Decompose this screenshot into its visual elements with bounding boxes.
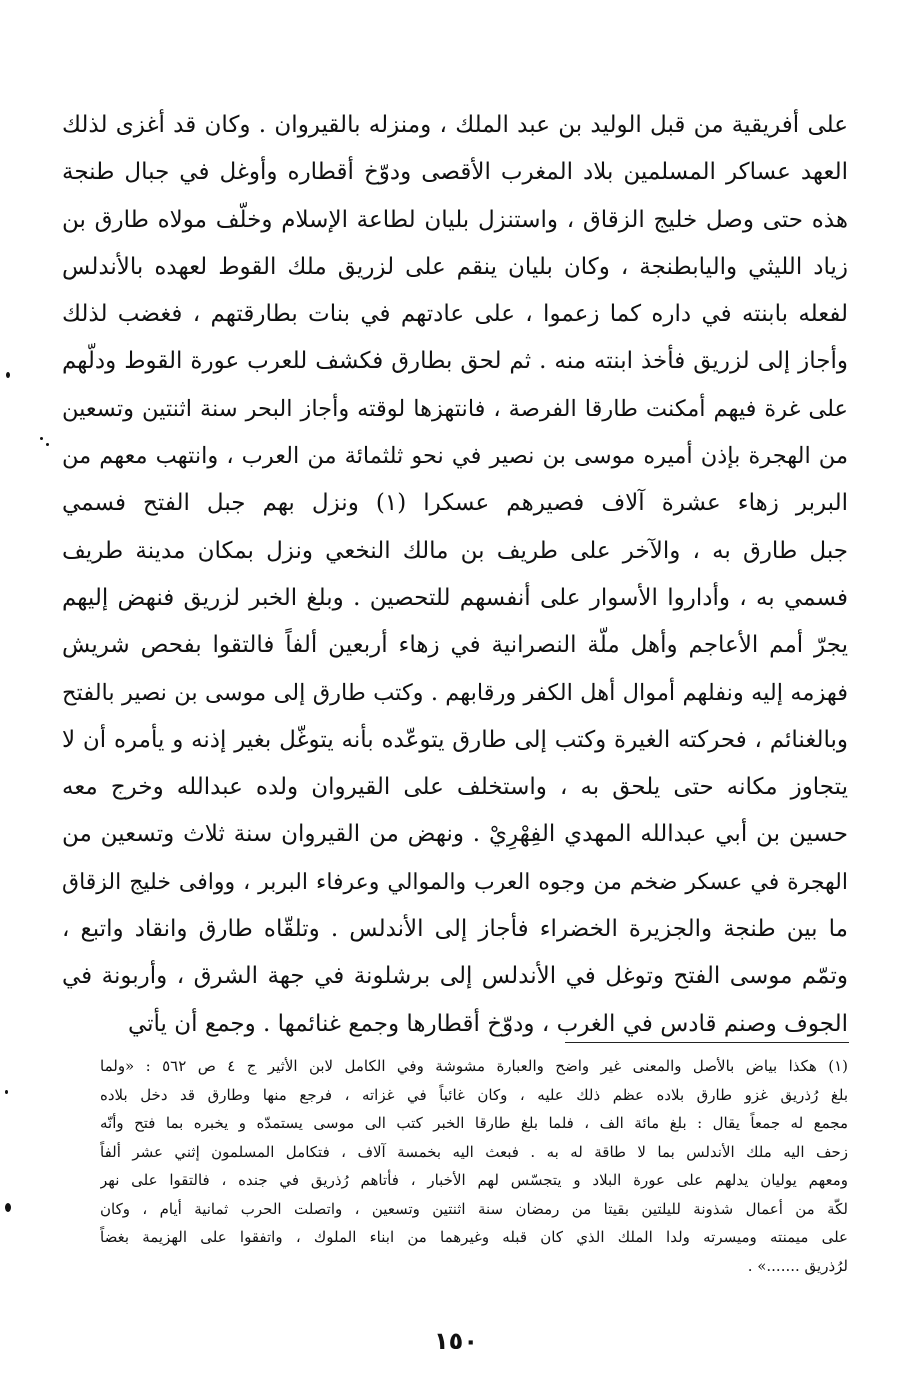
text-line: فسمي به ، وأداروا الأسوار على أنفسهم للتحصين . وبلغ الخبر لزريق فنهض إليهم (62, 584, 848, 611)
footnote-line: مجمع له جمعاً يقال : بلغ مائة الف ، فلما بلغ طارقا الخبر كتب الى موسى يستمدّه و يخبره بما فتح وأنّه (100, 1114, 848, 1132)
text-line: يتجاوز مكانه حتى يلحق به ، واستخلف على القيروان ولده عبدالله وخرج معه (62, 774, 848, 801)
text-line: الهجرة في عسكر ضخم من وجوه العرب والموالي وعرفاء البربر ، ووافى خليج الزقاق (62, 869, 848, 895)
footnote-line: على ميمنته وميسرته ولدا الملك الذي كان قبله وغيرهما من ابناء الملوك ، واتفقوا على الهزيمة بغضاً (100, 1228, 848, 1246)
text-line: البربر زهاء عشرة آلاف فصيرهم عسكرا (١) ونزل بهم جبل الفتح فسمي (62, 490, 848, 517)
text-line: لفعله بابنته في داره كما زعموا ، على عادتهم في بنات بطارقتهم ، فغضب لذلك (62, 301, 848, 328)
text-line: يجرّ أمم الأعاجم وأهل ملّة النصرانية في زهاء أربعين ألفاً فالتقوا بفحص شريش (62, 632, 848, 659)
footnote-line: ومعهم يوليان يدلهم على عورة البلاد و يتجسّس لهم الأخبار ، فأتاهم رُذريق في جنده ، فالتقوا على نهر (100, 1171, 848, 1189)
scan-speck (5, 1090, 8, 1094)
text-line: هذه حتى وصل خليج الزقاق ، واستنزل بليان لطاعة الإسلام وخلّف مولاه طارق بن (62, 206, 848, 233)
scan-speck (6, 372, 10, 378)
text-line: من الهجرة بإذن أميره موسى بن نصير في نحو ثلثمائة من العرب ، وانتهب معهم من (62, 443, 848, 470)
text-line: وبالغنائم ، فحركته الغيرة وكتب إلى طارق يتوعّده بأنه يتوغّل بغير إذنه و يأمره أن لا (62, 726, 848, 753)
footnote-line: لكّة من أعمال شذونة لليلتين بقيتا من رمضان سنة اثنتين وتسعين ، واتصلت الحرب ثمانية أيام ، وكان (100, 1199, 848, 1218)
footnote-block (100, 1052, 848, 1280)
footnote-line: زحف اليه ملك الأندلس بما لا طاقة له به . فبعث اليه بخمسة آلاف ، فتكامل المسلمون إثني عشر ألفاً (100, 1142, 848, 1161)
text-line: على غرة فيهم أمكنت طارقا الفرصة ، فانتهزها لوقته وأجاز البحر سنة اثنتين وتسعين (62, 395, 848, 422)
footnote-line: بلغ رُذريق غزو طارق بلاده عظم ذلك عليه ، وكان غائباً في غزاته ، فرجع منها وطارق قد دخل بلاده (100, 1085, 848, 1104)
page-number: ١٥٠ (434, 1327, 478, 1355)
text-line: على أفريقية من قبل الوليد بن عبد الملك ، ومنزله بالقيروان . وكان قد أغزى لذلك (62, 112, 848, 138)
text-line: وتمّم موسى الفتح وتوغل في الأندلس إلى برشلونة في جهة الشرق ، وأربونة في (62, 963, 848, 990)
scan-speck (5, 1203, 11, 1212)
text-line: وأجاز إلى لزريق فأخذ ابنته منه . ثم لحق بطارق فكشف للعرب عورة القوط ودلّهم (62, 348, 848, 375)
text-line: جبل طارق به ، والآخر على طريف بن مالك النخعي ونزل بمكان مدينة طريف (62, 537, 848, 564)
text-line: الجوف وصنم قادس في الغرب ، ودوّخ أقطارها وجمع غنائمها . وجمع أن يأتي (127, 1010, 848, 1037)
text-line: حسين بن أبي عبدالله المهدي الفِهْرِيْ . ونهض من القيروان سنة ثلاث وتسعين من (62, 821, 848, 848)
main-text-block (62, 102, 848, 1048)
text-line: زياد الليثي واليابطنجة ، وكان بليان ينقم على لزريق ملك القوط لعهده بالأندلس (62, 253, 848, 280)
footnote-divider (565, 1042, 849, 1043)
footnote-line: لرُذريق .......» . (747, 1256, 848, 1275)
text-line: العهد عساكر المسلمين بلاد المغرب الأقصى ودوّخ أقطاره وأوغل في جبال طنجة (62, 159, 848, 186)
text-line: ما بين طنجة والجزيرة الخضراء فأجاز إلى الأندلس . وتلقّاه طارق وانقاد واتبع ، (62, 916, 848, 943)
scan-speck (40, 437, 43, 440)
scan-speck (46, 443, 49, 446)
footnote-line: (١) هكذا بياض بالأصل والمعنى غير واضح والعبارة مشوشة وفي الكامل لابن الأثير ج ٤ ص ٥٦٢ : «ولما (100, 1057, 848, 1075)
text-line: فهزمه إليه ونفلهم أموال أهل الكفر ورقابهم . وكتب طارق إلى موسى بن نصير بالفتح (62, 679, 848, 706)
